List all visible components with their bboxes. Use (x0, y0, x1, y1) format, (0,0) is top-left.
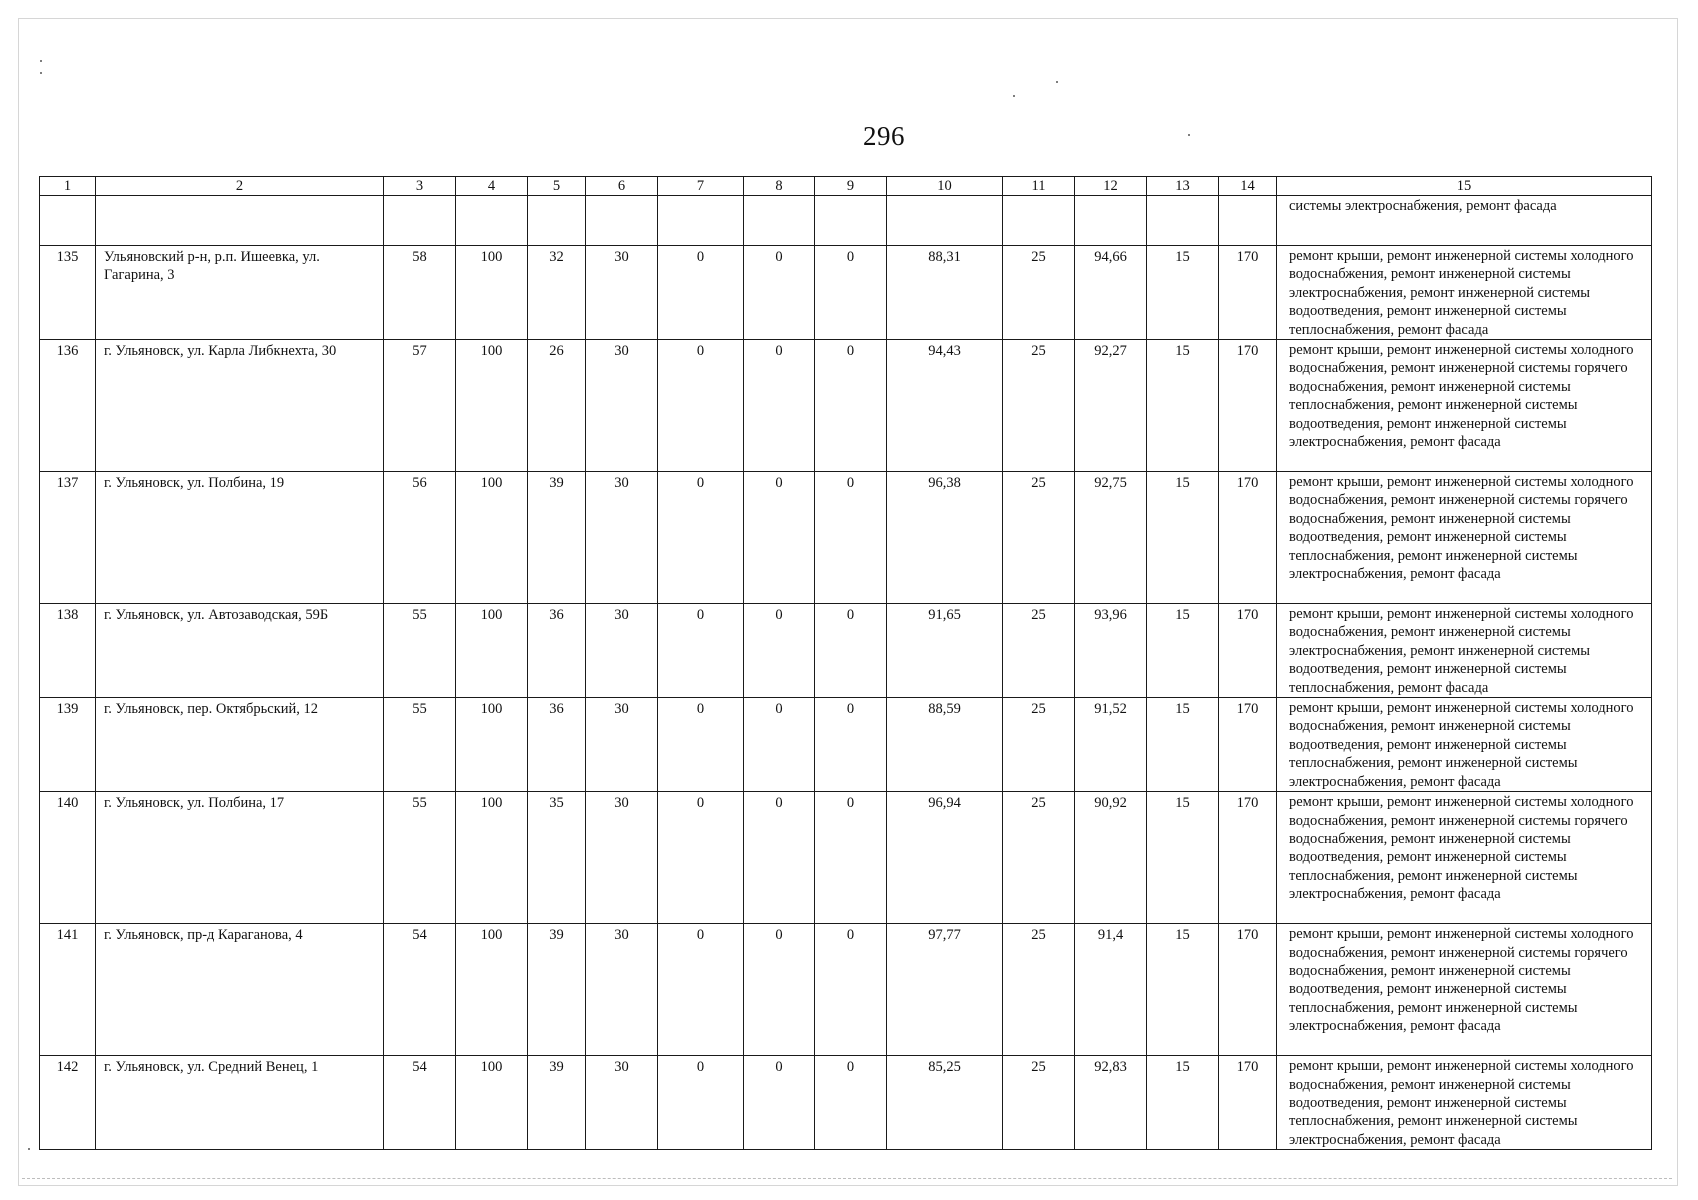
cell-c10: 88,31 (887, 246, 1003, 340)
cell-no: 142 (40, 1056, 96, 1150)
cell-c11: 25 (1003, 698, 1075, 792)
cell-c14: 170 (1219, 472, 1277, 604)
scan-speck (1056, 81, 1058, 83)
cell-c8: 0 (744, 1056, 815, 1150)
cell-c12: 91,52 (1075, 698, 1147, 792)
cell-c14: 170 (1219, 1056, 1277, 1150)
cell-c3: 55 (384, 604, 456, 698)
cell-c4: 100 (456, 698, 528, 792)
cell-c4: 100 (456, 924, 528, 1056)
cell-c7: 0 (658, 792, 744, 924)
cell-c6: 30 (586, 246, 658, 340)
cell-c10: 97,77 (887, 924, 1003, 1056)
cell-c10: 85,25 (887, 1056, 1003, 1150)
cell-address: г. Ульяновск, пр-д Караганова, 4 (96, 924, 384, 1056)
column-header: 4 (456, 177, 528, 196)
cell-address: Ульяновский р-н, р.п. Ишеевка, ул. Гагарина, 3 (96, 246, 384, 340)
cell-c13: 15 (1147, 1056, 1219, 1150)
cell-c13: 15 (1147, 246, 1219, 340)
cell-c12: 93,96 (1075, 604, 1147, 698)
cell-c5: 36 (528, 698, 586, 792)
cell-c14: 170 (1219, 924, 1277, 1056)
scan-speck (40, 60, 42, 62)
cell-c13: 15 (1147, 472, 1219, 604)
cell-c9: 0 (815, 246, 887, 340)
cell-works: ремонт крыши, ремонт инженерной системы холодного водоснабжения, ремонт инженерной системы горячего водоснабжения, ремонт инженерной системы водоотведения, ремонт инженерной системы теплоснабжения, ремонт инженерной системы электроснабжения, ремонт фасада (1277, 472, 1652, 604)
cell-works: ремонт крыши, ремонт инженерной системы холодного водоснабжения, ремонт инженерной системы электроснабжения, ремонт инженерной системы водоотведения, ремонт инженерной системы теплоснабжения, ремонт фасада (1277, 604, 1652, 698)
table-row (40, 340, 1652, 472)
cell-c13: 15 (1147, 924, 1219, 1056)
cell-c14: 170 (1219, 246, 1277, 340)
cell-c8: 0 (744, 472, 815, 604)
cell-c9: 0 (815, 792, 887, 924)
cell-no: 136 (40, 340, 96, 472)
cell-c10: 96,38 (887, 472, 1003, 604)
cell-address: г. Ульяновск, ул. Средний Венец, 1 (96, 1056, 384, 1150)
column-header: 14 (1219, 177, 1277, 196)
cell-c14: 170 (1219, 604, 1277, 698)
page-number: 296 (863, 121, 905, 151)
cell-c6: 30 (586, 1056, 658, 1150)
cell-c14: 170 (1219, 340, 1277, 472)
cell-c10: 96,94 (887, 792, 1003, 924)
column-header: 8 (744, 177, 815, 196)
cell-c7: 0 (658, 924, 744, 1056)
cell-address: г. Ульяновск, ул. Полбина, 19 (96, 472, 384, 604)
cell-works: ремонт крыши, ремонт инженерной системы холодного водоснабжения, ремонт инженерной системы горячего водоснабжения, ремонт инженерной системы теплоснабжения, ремонт инженерной системы водоотведения, ремонт инженерной системы электроснабжения, ремонт фасада (1277, 340, 1652, 472)
cell-c4: 100 (456, 246, 528, 340)
cell-c8: 0 (744, 604, 815, 698)
cell-c9: 0 (815, 340, 887, 472)
continuation-row (40, 196, 1652, 246)
cell-c9: 0 (815, 924, 887, 1056)
cell-no: 137 (40, 472, 96, 604)
cell-works: ремонт крыши, ремонт инженерной системы холодного водоснабжения, ремонт инженерной системы горячего водоснабжения, ремонт инженерной системы водоотведения, ремонт инженерной системы теплоснабжения, ремонт инженерной системы электроснабжения, ремонт фасада (1277, 924, 1652, 1056)
cell-address: г. Ульяновск, ул. Карла Либкнехта, 30 (96, 340, 384, 472)
cell-c12: 91,4 (1075, 924, 1147, 1056)
cell-works: ремонт крыши, ремонт инженерной системы холодного водоснабжения, ремонт инженерной системы водоотведения, ремонт инженерной системы теплоснабжения, ремонт инженерной системы электроснабжения, ремонт фасада (1277, 1056, 1652, 1150)
cell-address: г. Ульяновск, пер. Октябрьский, 12 (96, 698, 384, 792)
cell-c11: 25 (1003, 604, 1075, 698)
cell-c8: 0 (744, 924, 815, 1056)
cell-c12: 92,83 (1075, 1056, 1147, 1150)
column-header: 1 (40, 177, 96, 196)
cell-c5: 39 (528, 472, 586, 604)
column-header: 15 (1277, 177, 1652, 196)
cell-c7: 0 (658, 698, 744, 792)
cell-c7: 0 (658, 246, 744, 340)
column-header: 12 (1075, 177, 1147, 196)
cell-c12: 90,92 (1075, 792, 1147, 924)
cell-c8: 0 (744, 246, 815, 340)
cell-c7: 0 (658, 472, 744, 604)
table-row (40, 698, 1652, 792)
cell-c3: 57 (384, 340, 456, 472)
header-row (40, 177, 1652, 196)
cell-no: 138 (40, 604, 96, 698)
cell-c4: 100 (456, 792, 528, 924)
cell-works: ремонт крыши, ремонт инженерной системы холодного водоснабжения, ремонт инженерной системы электроснабжения, ремонт инженерной системы водоотведения, ремонт инженерной системы теплоснабжения, ремонт фасада (1277, 246, 1652, 340)
register-table (39, 176, 1652, 1150)
scan-speck (1013, 95, 1015, 97)
cell-c12: 92,27 (1075, 340, 1147, 472)
cell-c5: 35 (528, 792, 586, 924)
cell-c6: 30 (586, 604, 658, 698)
cell-c3: 56 (384, 472, 456, 604)
cell-c7: 0 (658, 340, 744, 472)
cell-c4: 100 (456, 604, 528, 698)
cell-c10: 91,65 (887, 604, 1003, 698)
cell-c6: 30 (586, 340, 658, 472)
column-header: 9 (815, 177, 887, 196)
cell-c3: 55 (384, 792, 456, 924)
cell-works: ремонт крыши, ремонт инженерной системы холодного водоснабжения, ремонт инженерной системы горячего водоснабжения, ремонт инженерной системы водоотведения, ремонт инженерной системы теплоснабжения, ремонт инженерной системы электроснабжения, ремонт фасада (1277, 792, 1652, 924)
cell-c6: 30 (586, 698, 658, 792)
table-row (40, 472, 1652, 604)
table-row (40, 1056, 1652, 1150)
cell-address: г. Ульяновск, ул. Автозаводская, 59Б (96, 604, 384, 698)
cell-c11: 25 (1003, 340, 1075, 472)
cell-c14: 170 (1219, 698, 1277, 792)
cell-no: 135 (40, 246, 96, 340)
column-header: 2 (96, 177, 384, 196)
cell-c13: 15 (1147, 792, 1219, 924)
cell-c11: 25 (1003, 924, 1075, 1056)
bottom-rule (22, 1178, 1672, 1179)
cell-c11: 25 (1003, 792, 1075, 924)
cell-c6: 30 (586, 924, 658, 1056)
cell-c3: 55 (384, 698, 456, 792)
cell-c8: 0 (744, 792, 815, 924)
column-header: 5 (528, 177, 586, 196)
column-header: 10 (887, 177, 1003, 196)
cell-c10: 94,43 (887, 340, 1003, 472)
cell-c7: 0 (658, 604, 744, 698)
cell-c9: 0 (815, 604, 887, 698)
scan-speck (28, 1148, 30, 1150)
cell-address: г. Ульяновск, ул. Полбина, 17 (96, 792, 384, 924)
column-header: 6 (586, 177, 658, 196)
table-row (40, 792, 1652, 924)
cell-c13: 15 (1147, 698, 1219, 792)
cell-c11: 25 (1003, 1056, 1075, 1150)
table-row (40, 604, 1652, 698)
cell-c6: 30 (586, 792, 658, 924)
cell-c9: 0 (815, 698, 887, 792)
cell-c4: 100 (456, 1056, 528, 1150)
cell-c5: 36 (528, 604, 586, 698)
cell-c8: 0 (744, 698, 815, 792)
column-header: 3 (384, 177, 456, 196)
cell-works: ремонт крыши, ремонт инженерной системы холодного водоснабжения, ремонт инженерной системы водоотведения, ремонт инженерной системы теплоснабжения, ремонт инженерной системы электроснабжения, ремонт фасада (1277, 698, 1652, 792)
cell-c3: 58 (384, 246, 456, 340)
cell-c6: 30 (586, 472, 658, 604)
cell-c11: 25 (1003, 472, 1075, 604)
cell-c11: 25 (1003, 246, 1075, 340)
cell-c4: 100 (456, 472, 528, 604)
cell-no: 140 (40, 792, 96, 924)
table-row (40, 924, 1652, 1056)
cell-c14: 170 (1219, 792, 1277, 924)
cell-c9: 0 (815, 472, 887, 604)
cell-c4: 100 (456, 340, 528, 472)
cell-c12: 92,75 (1075, 472, 1147, 604)
cell-c12: 94,66 (1075, 246, 1147, 340)
cell-c9: 0 (815, 1056, 887, 1150)
column-header: 11 (1003, 177, 1075, 196)
scan-speck (40, 72, 42, 74)
cell-no: 139 (40, 698, 96, 792)
cell-c3: 54 (384, 924, 456, 1056)
cell-c5: 26 (528, 340, 586, 472)
cell-c7: 0 (658, 1056, 744, 1150)
cell-c3: 54 (384, 1056, 456, 1150)
cell-c13: 15 (1147, 340, 1219, 472)
cell-c5: 39 (528, 924, 586, 1056)
continuation-works: системы электроснабжения, ремонт фасада (1277, 196, 1652, 246)
cell-no: 141 (40, 924, 96, 1056)
cell-c13: 15 (1147, 604, 1219, 698)
cell-c5: 39 (528, 1056, 586, 1150)
cell-c10: 88,59 (887, 698, 1003, 792)
cell-c8: 0 (744, 340, 815, 472)
column-header: 7 (658, 177, 744, 196)
cell-c5: 32 (528, 246, 586, 340)
column-header: 13 (1147, 177, 1219, 196)
table-row (40, 246, 1652, 340)
